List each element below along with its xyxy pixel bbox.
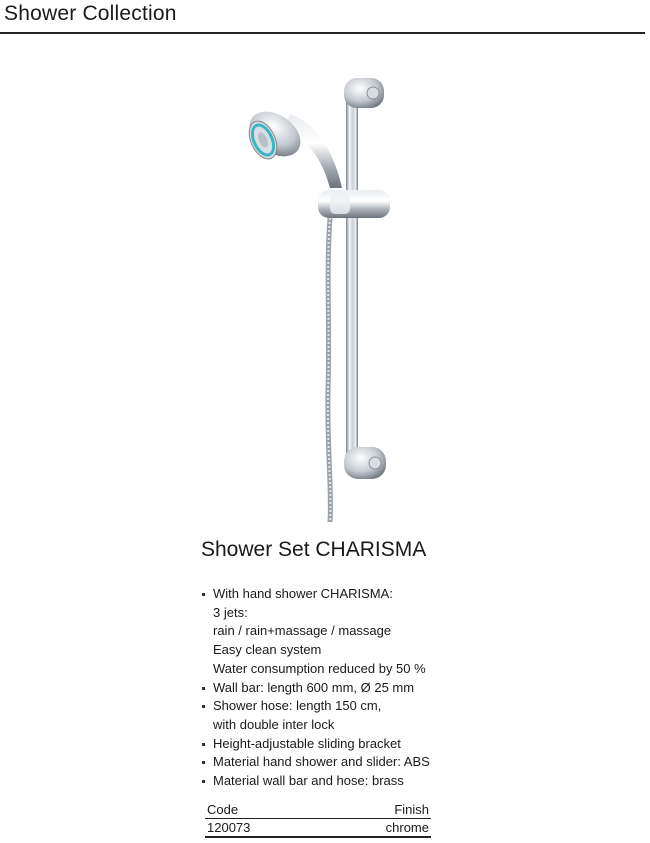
feature-line: Material wall bar and hose: brass bbox=[213, 773, 404, 789]
column-header-code: Code bbox=[207, 802, 239, 817]
product-title: Shower Set CHARISMA bbox=[201, 538, 427, 561]
feature-line: 3 jets: bbox=[213, 604, 248, 620]
list-item bbox=[200, 585, 430, 679]
feature-line: Easy clean system bbox=[213, 642, 322, 658]
list-item bbox=[200, 753, 430, 772]
feature-line: Water consumption reduced by 50 % bbox=[213, 660, 426, 676]
feature-line: Material hand shower and slider: ABS bbox=[213, 754, 430, 770]
feature-line: Shower hose: length 150 cm, bbox=[213, 698, 382, 714]
table-row bbox=[205, 819, 431, 838]
list-item bbox=[200, 735, 430, 754]
feature-line: with double inter lock bbox=[213, 716, 335, 732]
spec-table-header-row bbox=[205, 801, 431, 819]
list-item bbox=[200, 697, 430, 734]
feature-line: With hand shower CHARISMA: bbox=[213, 586, 393, 601]
list-item bbox=[200, 772, 430, 791]
feature-line: Wall bar: length 600 mm, Ø 25 mm bbox=[213, 679, 415, 695]
spec-table bbox=[205, 801, 431, 838]
product-finish: chrome bbox=[385, 820, 429, 835]
feature-list bbox=[200, 585, 430, 791]
list-item bbox=[200, 679, 430, 698]
product-code: 120073 bbox=[207, 820, 251, 835]
feature-line: rain / rain+massage / massage bbox=[213, 623, 392, 639]
page-title: Shower Collection bbox=[4, 2, 177, 25]
feature-line: Height-adjustable sliding bracket bbox=[213, 735, 401, 751]
column-header-finish: Finish bbox=[394, 802, 429, 817]
shower-set-image bbox=[230, 70, 430, 530]
page-header bbox=[0, 0, 645, 34]
